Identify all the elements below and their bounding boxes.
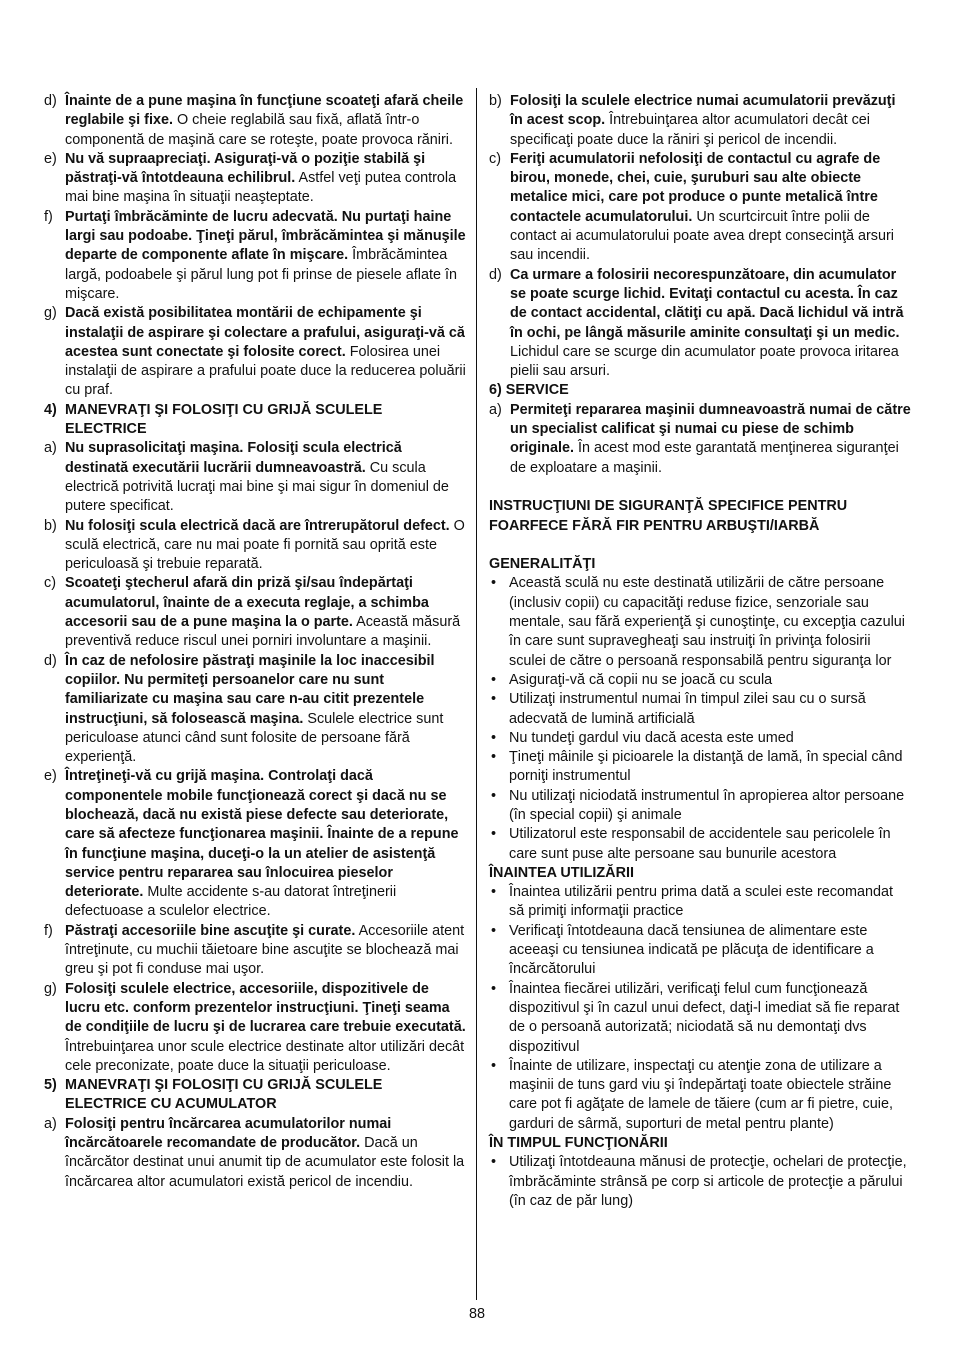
- list-item: [44, 439, 466, 516]
- section-4-heading: [44, 401, 466, 440]
- bullet-text: Înaintea fiecărei utilizări, verificaţi felul cum funcţionează dispozitivul şi în cazul unui defect, daţi-l imediat să fie reparat de o persoană autorizată; niciodată să nu demontaţi dvs dispozitivul: [509, 980, 900, 1055]
- item-normal-text: Un scurtcircuit între polii de contact ai acumulatorului poate avea drept consecinţă arsuri sau incendii.: [510, 208, 894, 264]
- item-text: [65, 92, 466, 150]
- bullet-text: Utilizaţi întotdeauna mănusi de protecţie, ochelari de protecţie, îmbrăcăminte strânsă pe corp si articole de protecţie a părului (în caz de păr lung): [509, 1154, 907, 1209]
- item-label: a): [489, 401, 502, 418]
- bullet-text: Verificaţi întotdeauna dacă tensiunea de alimentare este aceeaşi cu tensiunea indicată pe plăcuţa de identificare a încărcătorului: [509, 922, 874, 978]
- list-item: [44, 652, 466, 768]
- list-item: [489, 92, 911, 150]
- item-text: [510, 401, 911, 478]
- item-label: e): [44, 150, 57, 167]
- item-label: a): [44, 440, 57, 457]
- bullet-item: [489, 922, 911, 980]
- bullet-icon: •: [491, 1057, 497, 1074]
- bullet-item: [489, 1057, 911, 1134]
- item-normal-text: Lichidul care se scurge din acumulator poate provoca iritarea pielii sau arsuri.: [510, 343, 899, 380]
- bullet-text: Înainte de utilizare, inspectaţi cu atenţie zona de utilizare a maşinii de tuns gard viu şi îndepărtaţi toate obiectele străine care pot fi agăţate de lamele de tăiere (cum ar fi pietre, cuie, garduri de sârmă, suporturi de metal pentru plante): [509, 1057, 893, 1132]
- section-5-items-left: [44, 1115, 466, 1192]
- section-6-items: [489, 401, 911, 478]
- bullet-icon: •: [491, 749, 497, 766]
- item-normal-text: Sculele electrice sunt periculoase atunci când sunt folosite de persoane fără experienţă.: [65, 710, 444, 766]
- bullet-text: Nu utilizaţi niciodată instrumentul în apropierea altor persoane (în special copii) şi animale: [509, 787, 905, 823]
- item-text: [65, 574, 466, 651]
- item-normal-text: Folosirea unei instalaţii de aspirare a prafului poate duce la reducerea poluării cu praf.: [65, 343, 466, 399]
- item-bold-text: Folosiţi la sculele electrice numai acumulatorii prevăzuţi în acest scop.: [510, 93, 896, 129]
- list-item: [489, 266, 911, 382]
- item-label: c): [489, 150, 501, 167]
- item-normal-text: Întrebuinţarea unor scule electrice destinate altor utilizări decât cele preconizate, poate duce la situaţii periculoase.: [65, 1038, 465, 1074]
- item-normal-text: Întrebuinţarea altor acumulatori decât cei specificaţi poate duce la răniri şi pericol de incendii.: [510, 112, 870, 148]
- section-5-items-right: [489, 92, 911, 381]
- item-text: [65, 517, 466, 575]
- bullet-icon: •: [491, 826, 497, 843]
- item-label: g): [44, 305, 57, 322]
- bullet-item: [489, 825, 911, 864]
- item-label: f): [44, 208, 53, 225]
- item-bold-text: Feriţi acumulatorii nefolosiţi de contactul cu agrafe de birou, monede, chei, cuie, şuruburi sau alte obiecte metalice mici, care pot produce o punte metalică între contactele acumulatorului.: [510, 150, 881, 225]
- item-label: b): [44, 517, 57, 534]
- item-bold-text: Întreţineţi-vă cu grijă maşina. Controlaţi dacă componentele mobile funcţionează corect şi dacă nu se blochează, dacă nu există piese defecte sau deteriorate, care să afecteze funcţionarea maşinii. Înainte de a repune în funcţiune maşina, duceţi-o la un atelier de asistenţă service pentru repararea sau înlocuirea pieselor deteriorate.: [65, 768, 459, 901]
- item-normal-text: O cheie reglabilă sau fixă, aflată într-o componentă de maşină care se roteşte, poate provoca răniri.: [65, 112, 453, 148]
- item-bold-text: În caz de nefolosire păstraţi maşinile la loc inaccesibil copiilor. Nu permiteţi persoanelor care nu sunt familiarizate cu maşina sau care n-au citit prezentele instrucţiuni, să folosească maşina.: [65, 652, 435, 727]
- list-item: [44, 1115, 466, 1192]
- item-bold-text: Nu vă supraapreciaţi. Asiguraţi-vă o poziţie stabilă şi păstraţi-vă întotdeauna echilibrul.: [65, 150, 426, 187]
- item-bold-text: Permiteţi repararea maşinii dumneavoastră numai de către un specialist calificat şi numai cu piese de schimb originale.: [510, 401, 911, 457]
- item-bold-text: Înainte de a pune maşina în funcţiune scoateţi afară cheile reglabile şi fixe.: [65, 93, 464, 129]
- item-label: g): [44, 980, 57, 997]
- item-text: [510, 150, 911, 266]
- bullet-text: Ţineţi mâinile şi picioarele la distanţă de lamă, în special când porniţi instrumentul: [509, 749, 903, 785]
- section-6-heading: 6) SERVICE: [489, 382, 569, 399]
- specific-instructions-heading: INSTRUCŢIUNI DE SIGURANŢĂ SPECIFICE PENTRU FOARFECE FĂRĂ FIR PENTRU ARBUŞTI/IARBĂ: [489, 498, 848, 534]
- item-normal-text: Accesoriile atent întreţinute, cu muchii tăietoare bine ascuţite se blochează mai greu şi pot fi conduse mai uşor.: [65, 922, 465, 978]
- bullet-item: [489, 690, 911, 729]
- bullet-icon: •: [491, 729, 497, 746]
- item-label: e): [44, 768, 57, 785]
- item-normal-text: Îmbrăcămintea largă, podoabele şi părul lung pot fi prinse de piesele aflate în mişcare.: [65, 247, 458, 302]
- list-item: [489, 150, 911, 266]
- item-label: d): [44, 652, 57, 669]
- bullet-icon: •: [491, 1154, 497, 1171]
- item-normal-text: Multe accidente s-au datorat întreţinerii defectuoase a sculelor electrice.: [65, 884, 397, 920]
- bullet-item: [489, 883, 911, 922]
- bullet-icon: •: [491, 980, 497, 997]
- bullet-icon: •: [491, 691, 497, 708]
- item-bold-text: Purtaţi îmbrăcăminte de lucru adecvată. Nu purtaţi haine largi sau podoabe. Ţineţi părul, îmbrăcămintea şi mănuşile departe de componente aflate în mişcare.: [65, 208, 466, 264]
- item-label: d): [44, 93, 57, 109]
- list-item: [44, 767, 466, 921]
- item-normal-text: În acest mod este garantată menţinerea siguranţei de exploatare a maşinii.: [510, 440, 899, 476]
- list-item: [44, 922, 466, 980]
- item-bold-text: Nu folosiţi scula electrică dacă are întrerupătorul defect.: [65, 517, 450, 534]
- page-number: 88: [468, 1306, 485, 1322]
- item-text: [65, 652, 466, 768]
- left-column: [44, 92, 466, 1192]
- bullet-text: Asiguraţi-vă că copii nu se joacă cu scula: [509, 671, 773, 688]
- column-divider: [476, 88, 477, 1300]
- bullet-icon: •: [491, 787, 497, 804]
- bullet-text: Nu tundeţi gardul viu dacă acesta este umed: [509, 729, 794, 746]
- item-text: [65, 150, 466, 208]
- bullet-item: [489, 980, 911, 1057]
- item-normal-text: Dacă un încărcător destinat unui anumit tip de acumulator este folosit la încărcarea altor acumulatori există pericol de incendiu.: [65, 1135, 465, 1190]
- item-label: b): [489, 93, 502, 109]
- section-4-number: 4): [44, 401, 57, 418]
- item-text: [510, 266, 911, 382]
- list-item: [44, 304, 466, 400]
- item-label: a): [44, 1115, 57, 1132]
- item-bold-text: Folosiţi pentru încărcarea acumulatorilor numai încărcătoarele recomandate de producător.: [65, 1115, 392, 1152]
- bullet-item: [489, 748, 911, 787]
- item-bold-text: Ca urmare a folosirii necorespunzătoare, din acumulator se poate scurge lichid. Evitaţi contactul cu acesta. În caz de contact accidental, clătiţi cu apă. Dacă lichidul vă intră în ochi, pe lângă măsurile aminite consultaţi şi un medic.: [510, 266, 904, 341]
- item-bold-text: Păstraţi accesoriile bine ascuţite şi curate.: [65, 922, 356, 939]
- section-3-items: [44, 92, 466, 401]
- bullet-item: [489, 574, 911, 670]
- section-5-title: MANEVRAŢI ŞI FOLOSIŢI CU GRIJĂ SCULELE ELECTRICE CU ACUMULATOR: [65, 1077, 383, 1113]
- item-text: [510, 92, 911, 150]
- during-operation-bullet-list: [489, 1153, 911, 1211]
- list-item: [44, 92, 466, 150]
- item-normal-text: O sculă electrică, care nu mai poate fi pornită sau oprită este periculoasă şi trebuie reparată.: [65, 517, 465, 573]
- bullet-text: Utilizaţi instrumentul numai în timpul zilei sau cu o sursă adecvată de lumină artificială: [509, 691, 866, 727]
- bullet-item: [489, 671, 911, 690]
- item-bold-text: Scoateţi ştecherul afară din priză şi/sau îndepărtaţi acumulatorul, înainte de a executa reglaje, a schimba accesorii sau de a pune maşina la o parte.: [65, 575, 429, 631]
- item-text: [65, 1115, 466, 1192]
- item-bold-text: Dacă există posibilitatea montării de echipamente şi instalaţii de aspirare şi colectare a prafului, asiguraţi-vă că acestea sunt conectate şi folosite corect.: [65, 305, 465, 360]
- item-text: [65, 767, 466, 921]
- list-item: [44, 980, 466, 1076]
- bullet-text: Această sculă nu este destinată utilizării de către persoane (inclusiv copii) cu capacităţi reduse fizice, senzoriale sau mentale, sau fără experienţă şi cunoştinţe, cu excepţia cazului în care sunt supravegheaţi sau instruiţi în privinţa folosirii sculei de către o persoană responsabilă pentru siguranţa lor: [509, 575, 905, 669]
- list-item: [44, 574, 466, 651]
- item-label: f): [44, 922, 53, 939]
- item-label: d): [489, 266, 502, 283]
- section-4-items: [44, 439, 466, 1076]
- bullet-icon: •: [491, 922, 497, 939]
- bullet-icon: •: [491, 575, 497, 592]
- item-label: c): [44, 575, 56, 592]
- item-normal-text: Această măsură preventivă reduce riscul unei porniri involuntare a maşinii.: [65, 614, 461, 650]
- bullet-item: [489, 787, 911, 826]
- item-normal-text: Astfel veţi putea controla mai bine maşina în situaţii neaşteptate.: [65, 170, 457, 206]
- right-column: [489, 92, 911, 1211]
- general-heading: GENERALITĂŢI: [489, 556, 596, 573]
- bullet-text: Înaintea utilizării pentru prima dată a sculei este recomandat să primiţi informaţii practice: [509, 884, 893, 920]
- item-text: [65, 304, 466, 400]
- list-item: [44, 208, 466, 304]
- section-5-number: 5): [44, 1077, 57, 1094]
- before-use-heading: ÎNAINTEA UTILIZĂRII: [489, 864, 634, 881]
- item-bold-text: Nu suprasolicitaţi maşina. Folosiţi scula electrică destinată executării lucrării dumneavoastră.: [65, 440, 402, 476]
- item-text: [65, 980, 466, 1076]
- during-operation-heading: ÎN TIMPUL FUNCŢIONĂRII: [489, 1135, 668, 1152]
- item-bold-text: Folosiţi sculele electrice, accesoriile, dispozitivele de lucru etc. conform prezentelor instrucţiuni. Ţineţi seama de condiţiile de lucru şi de lucrarea care trebuie executată.: [65, 980, 466, 1036]
- section-5-heading: [44, 1076, 466, 1115]
- list-item: [44, 517, 466, 575]
- general-bullet-list: [489, 574, 911, 863]
- item-text: [65, 208, 466, 304]
- list-item: [44, 150, 466, 208]
- before-use-bullet-list: [489, 883, 911, 1134]
- item-text: [65, 922, 466, 980]
- item-text: [65, 439, 466, 516]
- section-4-title: MANEVRAŢI ŞI FOLOSIŢI CU GRIJĂ SCULELE ELECTRICE: [65, 401, 383, 438]
- bullet-text: Utilizatorul este responsabil de accidentele sau pericolele în care sunt puse alte persoane sau bunurile acestora: [509, 826, 891, 862]
- bullet-item: [489, 1153, 911, 1211]
- list-item: [489, 401, 911, 478]
- item-normal-text: Cu scula electrică potrivită lucraţi mai bine şi mai sigur în domeniul de putere specificat.: [65, 459, 449, 515]
- bullet-icon: •: [491, 884, 497, 901]
- bullet-icon: •: [491, 671, 497, 688]
- bullet-item: [489, 729, 911, 748]
